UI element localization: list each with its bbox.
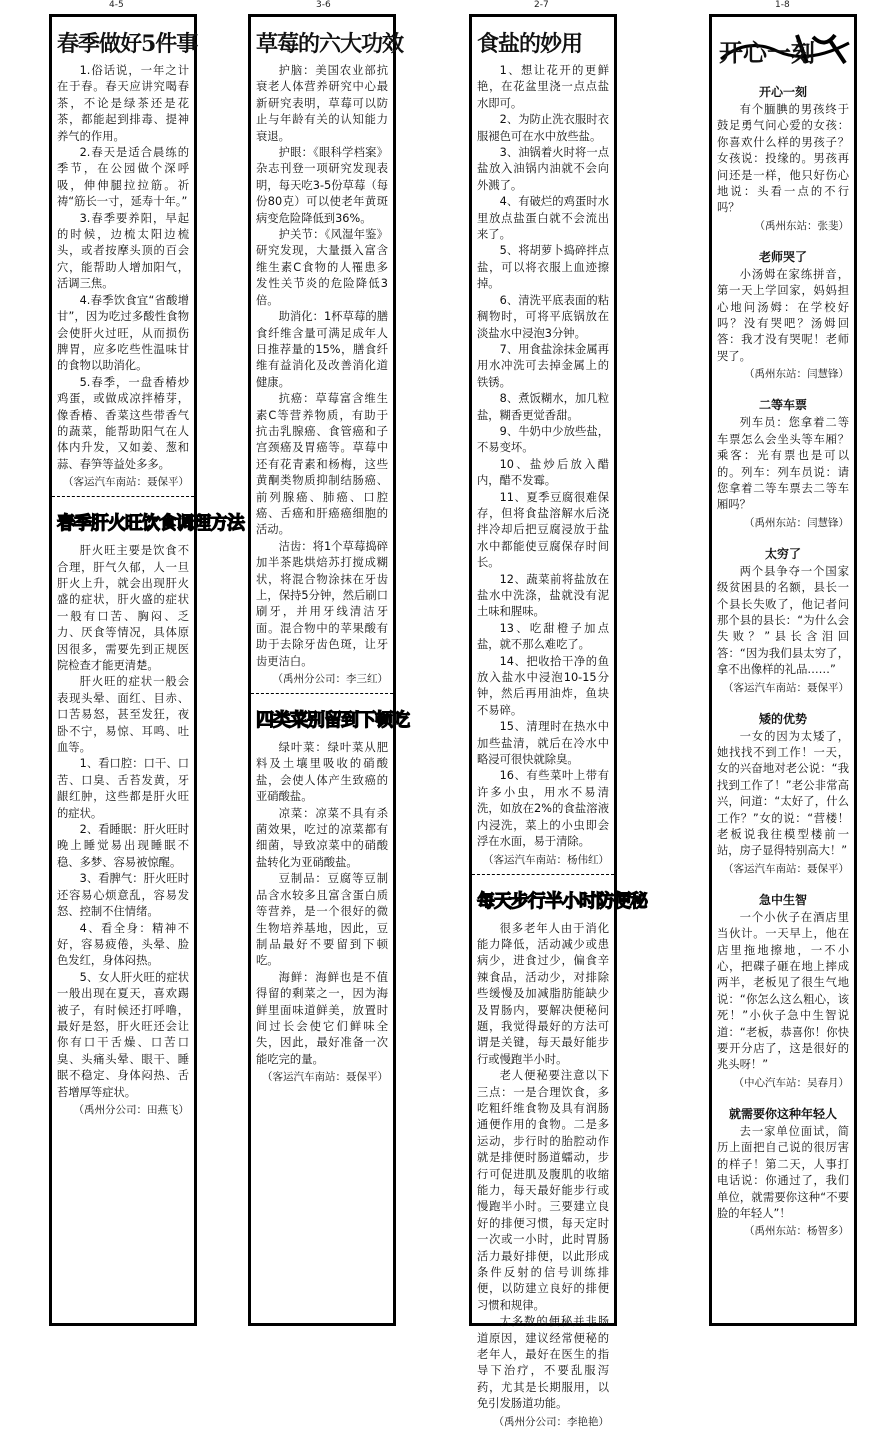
joke-source: （禹州东站：闫慧锋）	[744, 516, 849, 529]
column-3	[469, 14, 647, 1428]
paragraph: 1、想让花开的更鲜艳，在花盆里浇一点点盐水即可。	[477, 64, 609, 110]
page-number: 3-6	[316, 0, 331, 10]
paragraph: 5.春季，一盘香椿炒鸡蛋，或做成凉拌椿芽，像香椿、香菜这些带香气的蔬菜，能帮助阳气在人体内升发，又如姜、葱和蒜、春笋等益处多多。	[57, 375, 189, 471]
article-salt	[472, 31, 614, 875]
paragraph: 16、有些菜叶上带有许多小虫，用水不易清洗，如放在2%的食盐溶液内浸洗，菜上的小虫即会浮在水面，易于清除。	[477, 769, 609, 849]
article-source: （客运汽车南站：聂保平）	[262, 1071, 388, 1084]
joke-source: （客运汽车南站：聂保平）	[723, 681, 849, 694]
joke-item	[717, 83, 849, 234]
article-title: 四类菜别留到下顿吃	[256, 710, 409, 732]
paragraph: 6、清洗平底表面的粘稠物时，可将平底锅放在淡盐水中浸泡3分钟。	[477, 293, 609, 340]
paragraph: 3、油锅着火时将一点盐放入油锅内油就不会向外溅了。	[477, 146, 609, 192]
paragraph: 抗癌：草莓富含维生素C等营养物质，有助于抗击乳腺癌、食管癌和子宫颈癌及胃癌等。草莓中还有花青素和杨梅，这些黄酮类物质抑制结肠癌、前列腺癌、肺癌、口腔癌、舌癌和肝癌癌细胞的活动。	[256, 392, 388, 537]
paragraph: 5、将胡萝卜捣碎拌点盐，可以将衣服上血迹擦掉。	[477, 244, 609, 291]
paragraph: 12、蔬菜前将盐放在盐水中洗涤，盐就没有泥土味和腥味。	[477, 572, 609, 619]
divider	[472, 874, 614, 875]
paragraph: 11、夏季豆腐很难保存，但将食盐溶解水后浇拌冷却后把豆腐浸放于盐水中都能使豆腐保存时间长。	[477, 490, 609, 570]
page-number: 2-7	[534, 0, 549, 10]
paragraph: 凉菜：凉菜不具有杀菌效果，吃过的凉菜都有细菌，导致凉菜中的硝酸盐转化为亚硝酸盐。	[256, 806, 388, 869]
paragraph: 8、煮饭糊水，加几粒盐，糊香更觉香甜。	[477, 392, 609, 422]
joke-item	[717, 545, 849, 696]
joke-item	[717, 248, 849, 382]
paragraph: 绿叶菜：绿叶菜从肥料及土壤里吸收的硝酸盐，会使人体产生致癌的亚硝酸盐。	[256, 741, 388, 804]
page-number: 4-5	[109, 0, 124, 10]
paragraph: 15、清理时在热水中加些盐清，就后在冷水中略浸可很快就除臭。	[477, 720, 609, 767]
paragraph: 洁齿：将1个草莓捣碎加半茶匙烘焙苏打搅成糊状，将混合物涂抹在牙齿上，保持5分钟，然后刷口刷牙，并用牙线清洁牙面。混合物中的苹果酸有助于去除牙齿色斑，让牙齿更洁白。	[256, 539, 388, 668]
article-title: 食盐的妙用	[477, 31, 583, 57]
joke-title: 开心一刻	[758, 85, 807, 99]
column-1	[49, 14, 244, 1326]
joke-text: 两个县争夺一个国家级贫困县的名额，县长一个县长失败了，他记者问那个县的县长：“为什么会失败？”县长含泪回答：“因为我们县太穷了，拿不出像样的礼品……”	[717, 564, 849, 677]
article-spring-tips	[52, 31, 198, 497]
joke-source: （客运汽车南站：聂保平）	[723, 862, 849, 875]
joke-title: 矮的优势	[758, 711, 807, 726]
article-source: （客运汽车南站：杨伟红）	[483, 853, 609, 866]
page-number: 1-8	[775, 0, 790, 10]
logo-text: 开心一刻	[719, 38, 815, 67]
jokes-section	[712, 29, 854, 1239]
joke-title: 老师哭了	[758, 249, 807, 264]
paragraph: 4、有破烂的鸡蛋时水里放点盐蛋白就不会流出来了。	[477, 195, 609, 242]
paragraph: 肝火旺主要是饮食不合理，肝气久郁，人一旦肝火上升，就会出现肝火盛的症状，肝火盛的症状一般有口苦、胸闷、乏力、厌食等情况，具体原因很多，需要先到正规医院检查才能更清楚。	[57, 544, 189, 672]
joke-title: 就需要你这种年轻人	[728, 1106, 837, 1121]
joke-text: 列车员：您拿着二等车票怎么会坐头等车厢？乘客：光有票也是可以的。列车：列车员说：请您拿着二等车票去二等车厢吗？	[717, 416, 849, 512]
column-4	[709, 14, 857, 1326]
article-title: 春季做好5件事	[57, 31, 198, 57]
article-walking	[472, 889, 647, 1430]
joke-source: （禹州东站：闫慧锋）	[744, 368, 849, 381]
article-title: 每天步行半小时防便秘	[477, 890, 647, 912]
joke-title: 二等车票	[758, 398, 807, 413]
paragraph: 护关节：《风湿年鉴》研究发现，大量摄入富含维生素C食物的人罹患多发性关节炎的危险降低3倍。	[256, 228, 388, 307]
section-logo	[717, 29, 849, 67]
joke-source: （禹州东站：杨智多）	[744, 1225, 849, 1238]
joke-text: 有个腼腆的男孩终于鼓足勇气问心爱的女孩：你喜欢什么样的男孩子？女孩说：投缘的。男孩再问还是一样，他只好伤心地说：头看一点的不行吗？	[717, 103, 849, 215]
paragraph: 13、吃甜橙子加点盐，就不那么难吃了。	[477, 621, 609, 652]
joke-item	[717, 1105, 849, 1239]
joke-item	[717, 396, 849, 530]
joke-source: （禹州东站：张斐）	[754, 219, 849, 232]
joke-title: 太穷了	[764, 546, 801, 561]
paragraph: 很多老年人由于消化能力降低，活动减少或患病少，进食过少，偏食辛辣食品，活动少，对排除些缓慢及加减脂肪能缺少及胃肠内，要解决便秘问题，我觉得最好的方法可谓是关键，每天最好能步行或慢跑半小时。	[477, 921, 609, 1066]
divider	[251, 693, 393, 694]
column-2	[248, 14, 409, 1326]
paragraph: 5、女人肝火旺的症状一般出现在夏天，喜欢踢被子，有时候还打呼噜，最好是怒，肝火旺还会让你有口干舌燥、口苦口臭、头痛头晕、眼干、睡眠不稳定、身体闷热、舌苔增厚等症状。	[57, 970, 189, 1099]
paragraph: 1.俗话说，一年之计在于春。春天应讲究喝春茶，不论是绿茶还是花茶，都能起到排毒、提神养气的作用。	[57, 64, 189, 143]
joke-title: 急中生智	[758, 892, 807, 907]
paragraph: 14、把收拾干净的鱼放入盐水中浸泡10-15分钟，然后再用油炸，鱼块不易碎。	[477, 654, 609, 717]
paragraph: 1、看口腔：口干、口苦、口臭、舌苔发黄，牙龈红肿，这些都是肝火旺的症状。	[57, 757, 189, 820]
paragraph: 老人便秘要注意以下三点：一是合理饮食，多吃粗纤维食物及具有润肠通便作用的食物。二是多运动，步行时的胎腔动作就是排便时肠道蠕动，步行可促进肌及腹肌的收缩能力，每天最好能步行或慢跑半小时。三要建立良好的排便习惯，每天定时一次或一小时，此时胃肠活力最好排便，以此形成条件反射的信号训练排便，以防建立良好的排便习惯和规律。	[477, 1069, 609, 1312]
divider	[52, 496, 194, 497]
joke-text: 一个小伙子在酒店里当伙计。一天早上，他在店里拖地擦地，一不小心，把碟子砸在地上摔成两半，老板见了很生气地说：“你怎么这么粗心，该死！”小伙子急中生智说道：“老板，恭喜你！你快要开分店了，这是很好的兆头呀！”	[717, 910, 849, 1072]
paragraph: 4、看全身：精神不好，容易疲倦，头晕、脸色发红，身体闷热。	[57, 921, 189, 968]
paragraph: 护脑：美国农业部抗衰老人体营养研究中心最新研究表明，草莓可以防止与年龄有关的认知能力衰退。	[256, 64, 388, 143]
paragraph: 2、看睡眠：肝火旺时晚上睡觉易出现睡眠不稳、多梦、容易被惊醒。	[57, 823, 189, 869]
paragraph: 海鲜：海鲜也是不值得留的剩菜之一，因为海鲜里面味道鲜美，放置时间过长会使它们鲜味全失，因此，最好准备一次能吃完的量。	[256, 970, 388, 1066]
article-source: （禹州分公司：李三红）	[272, 673, 388, 686]
paragraph: 豆制品：豆腐等豆制品含水较多且富含蛋白质等营养，是一个很好的微生物培养基地，因此，豆制品最好不要留到下顿吃。	[256, 872, 388, 968]
paragraph: 2.春天是适合晨练的季节，在公园做个深呼吸，伸伸腿拉拉筋。祈祷“筋长一寸，延寿十年。”	[57, 146, 189, 209]
article-source: （客运汽车南站：聂保平）	[63, 476, 189, 489]
article-source: （禹州分公司：田燕飞）	[73, 1103, 189, 1116]
joke-source: （中心汽车站：吴春月）	[733, 1076, 849, 1089]
paragraph: 2、为防止洗衣服时衣服褪色可在水中放些盐。	[477, 113, 609, 143]
paragraph: 4.春季饮食宜“省酸增甘”，因为吃过多酸性食物会使肝火过旺，从而损伤脾胃，应多吃些性温味甘的食物以助消化。	[57, 293, 189, 373]
paragraph: 10、盐炒后放入醋内，醋不发霉。	[477, 457, 609, 488]
article-liver-fire	[52, 511, 244, 1118]
paragraph: 3、看脾气：肝火旺时还容易心烦意乱，容易发怒、控制不住情绪。	[57, 872, 189, 919]
joke-item	[717, 710, 849, 877]
paragraph: 肝火旺的症状一般会表现头晕、面红、目赤、口苦易怒，甚至发狂，夜卧不宁，易惊、耳鸣、吐血等。	[57, 675, 189, 755]
joke-text: 小汤姆在家练拼音，第一天上学回家，妈妈担心地问汤姆：在学校好吗？没有哭吧？汤姆回答：我才没有哭呢！老师哭了。	[717, 267, 849, 363]
article-title: 草莓的六大功效	[256, 31, 404, 57]
article-source: （禹州分公司：李艳艳）	[493, 1415, 609, 1428]
article-title: 春季肝火旺饮食调理方法	[57, 513, 244, 535]
paragraph: 助消化：1杯草莓的膳食纤维含量可满足成年人日推荐量的15%，膳食纤维有益消化及改善消化道健康。	[256, 310, 388, 389]
joke-text: 去一家单位面试，简历上面把自己说的很厉害的样子！第二天，人事打电话说：你通过了，我们单位，就需要你这种“不要脸的年轻人”！	[717, 1124, 849, 1220]
paragraph: 3.春季要养阳，早起的时候，边梳太阳边梳头，或者按摩头顶的百会穴，能帮助人增加阳气，活调三焦。	[57, 211, 189, 291]
article-leftovers	[251, 708, 409, 1085]
paragraph: 9、牛奶中少放些盐，不易变坏。	[477, 424, 609, 455]
article-strawberry	[251, 31, 404, 694]
joke-item	[717, 891, 849, 1091]
paragraph: 护眼：《眼科学档案》杂志刊登一项研究发现表明，每天吃3-5份草莓（每份80克）可以使老年黄斑病变危险降低到36%。	[256, 146, 388, 225]
joke-text: 一女的因为太矮了，她找找不到工作！一天，女的兴奋地对老公说：“我找到工作了！”老公非常高兴，问道：“太好了，什么工作？”女的说：“营楼！老板说我往模型楼前一站，房子显得特别高大！”	[717, 729, 849, 858]
paragraph: 7、用食盐涂抹金属再用水冲洗可去掉金属上的铁锈。	[477, 342, 609, 389]
paragraph: 大多数的便秘并非肠道原因，建议经常便秘的老年人，最好在医生的指导下治疗，不要乱服泻药，尤其是长期服用，以免引发肠道功能。	[477, 1315, 609, 1411]
